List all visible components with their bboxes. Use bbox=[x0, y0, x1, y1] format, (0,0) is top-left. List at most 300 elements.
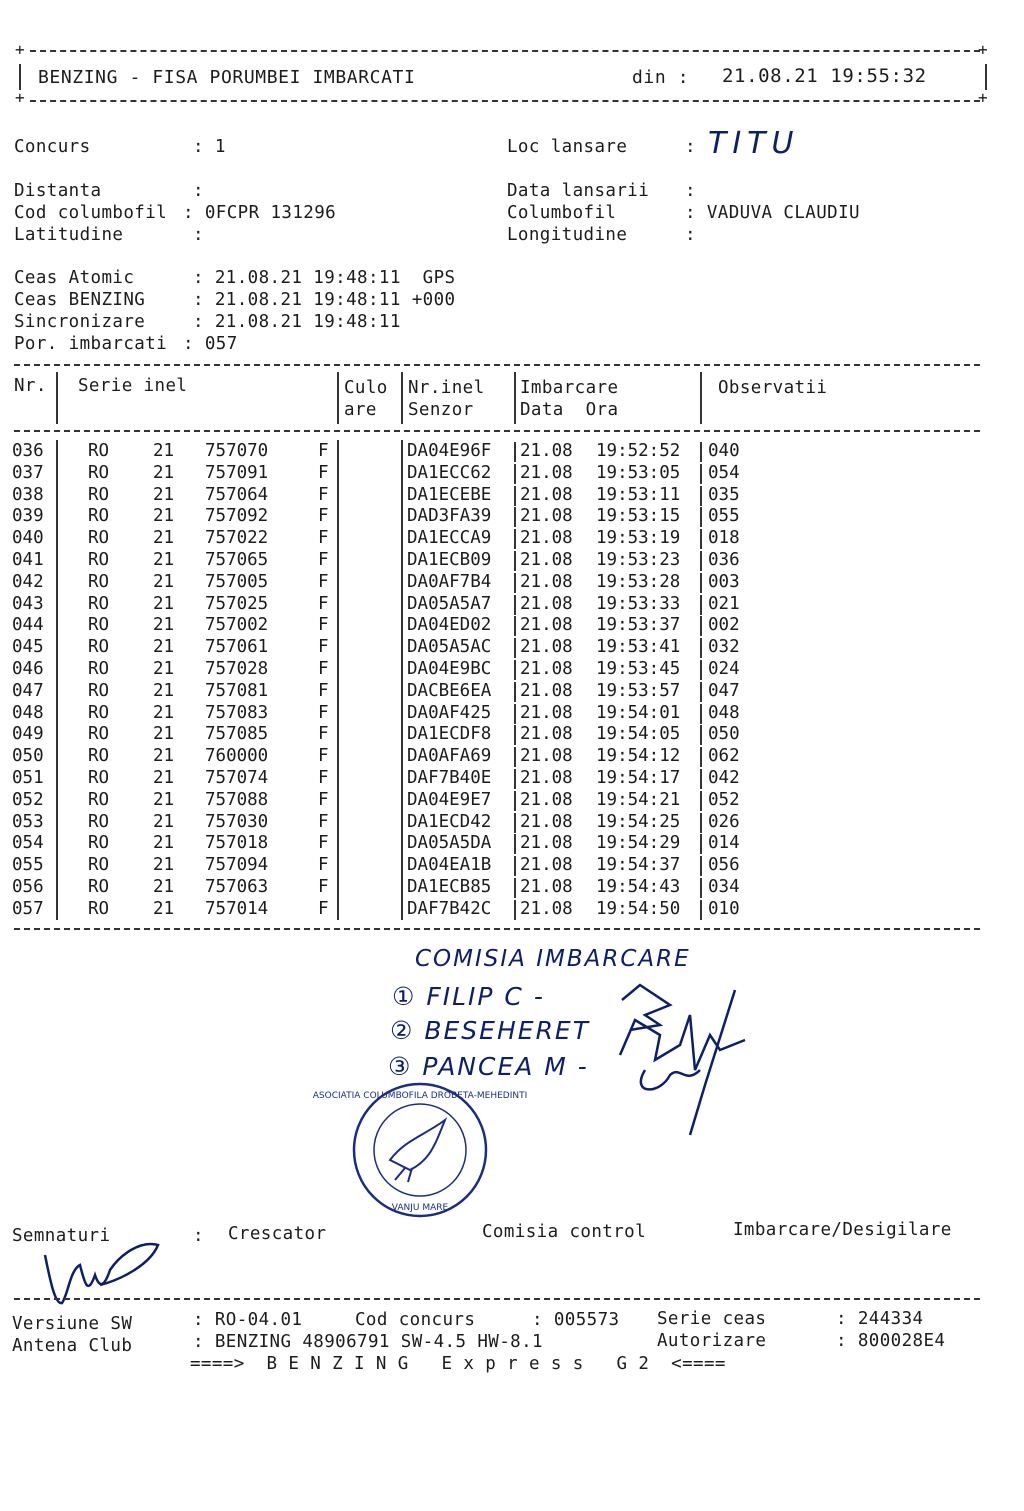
cell-sex: F bbox=[318, 441, 329, 461]
row-separator-2 bbox=[700, 813, 702, 833]
cell-ora: 19:54:05 bbox=[596, 724, 681, 745]
cell-sex: F bbox=[318, 637, 329, 658]
row-separator-2 bbox=[700, 900, 702, 920]
ceas-benzing-value: : 21.08.21 19:48:11 +000 bbox=[193, 290, 456, 310]
cell-nr: 044 bbox=[12, 615, 44, 636]
data-lansarii-value: : bbox=[685, 181, 696, 201]
versiune-sw-value: : RO-04.01 bbox=[193, 1310, 303, 1330]
cell-an: 21 bbox=[153, 615, 175, 636]
cell-senzor: DA04E9BC bbox=[407, 659, 492, 679]
cell-observatii: 035 bbox=[708, 484, 740, 505]
row-separator-2 bbox=[700, 682, 702, 702]
cell-nr: 051 bbox=[12, 768, 44, 788]
cell-an: 21 bbox=[153, 702, 175, 723]
table-row bbox=[0, 572, 1024, 594]
row-separator-1 bbox=[514, 507, 516, 527]
table-row bbox=[0, 550, 1024, 572]
cod-columbofil-value: : 0FCPR 131296 bbox=[183, 203, 337, 223]
table-row bbox=[0, 659, 1024, 681]
row-separator-2 bbox=[700, 551, 702, 571]
col-line-3 bbox=[401, 372, 403, 424]
cell-an: 21 bbox=[153, 855, 175, 876]
cell-inel: 757081 bbox=[205, 680, 269, 701]
cell-sex: F bbox=[318, 506, 329, 527]
cell-an: 21 bbox=[153, 789, 175, 810]
row-separator-1 bbox=[514, 616, 516, 636]
cell-observatii: 054 bbox=[708, 462, 740, 483]
cell-senzor: DA1ECB09 bbox=[407, 550, 492, 570]
cell-observatii: 014 bbox=[708, 833, 740, 854]
row-separator-2 bbox=[700, 638, 702, 658]
cell-observatii: 032 bbox=[708, 637, 740, 658]
cell-inel: 757074 bbox=[205, 768, 269, 788]
cell-data: 21.08 bbox=[520, 615, 573, 636]
cell-ora: 19:54:01 bbox=[596, 702, 681, 723]
cell-nr: 047 bbox=[12, 680, 44, 701]
table-row bbox=[0, 855, 1024, 877]
cell-observatii: 062 bbox=[708, 746, 740, 767]
loc-lansare-handwritten: TITU bbox=[708, 126, 800, 161]
cell-tara: RO bbox=[88, 789, 110, 810]
cell-an: 21 bbox=[153, 877, 175, 897]
table-row bbox=[0, 877, 1024, 899]
cell-ora: 19:54:50 bbox=[596, 898, 681, 919]
cell-observatii: 050 bbox=[708, 724, 740, 745]
cell-senzor: DAD3FA39 bbox=[407, 506, 492, 527]
benzing-banner: ====> B E N Z I N G E x p r e s s G 2 <==== bbox=[190, 1354, 726, 1374]
cell-senzor: DA1ECC62 bbox=[407, 462, 492, 483]
header-corner-tr: + bbox=[978, 40, 989, 59]
col-header-imbarcare-1: Imbarcare bbox=[520, 378, 619, 398]
cell-data: 21.08 bbox=[520, 550, 573, 570]
cell-data: 21.08 bbox=[520, 484, 573, 505]
cell-nr: 040 bbox=[12, 528, 44, 549]
loc-lansare-label: Loc lansare bbox=[507, 137, 628, 157]
cell-ora: 19:53:41 bbox=[596, 637, 681, 658]
cell-nr: 041 bbox=[12, 550, 44, 570]
cell-ora: 19:54:12 bbox=[596, 746, 681, 767]
cell-inel: 760000 bbox=[205, 746, 269, 767]
cell-inel: 757014 bbox=[205, 898, 269, 919]
cell-ora: 19:54:17 bbox=[596, 768, 681, 788]
cell-tara: RO bbox=[88, 659, 110, 679]
cell-ora: 19:53:05 bbox=[596, 462, 681, 483]
cell-nr: 053 bbox=[12, 811, 44, 832]
columbofil-label: Columbofil bbox=[507, 203, 617, 223]
table-row bbox=[0, 746, 1024, 768]
page-title: BENZING - FISA PORUMBEI IMBARCATI bbox=[38, 67, 416, 88]
cell-observatii: 010 bbox=[708, 898, 740, 919]
cell-tara: RO bbox=[88, 593, 110, 614]
cell-an: 21 bbox=[153, 462, 175, 483]
cell-inel: 757094 bbox=[205, 855, 269, 876]
cell-observatii: 036 bbox=[708, 550, 740, 570]
cell-ora: 19:53:33 bbox=[596, 593, 681, 614]
cell-sex: F bbox=[318, 615, 329, 636]
cell-tara: RO bbox=[88, 484, 110, 505]
cell-data: 21.08 bbox=[520, 789, 573, 810]
row-separator-2 bbox=[700, 573, 702, 593]
cell-senzor: DA04E9E7 bbox=[407, 789, 492, 810]
row-separator-2 bbox=[700, 507, 702, 527]
row-separator-2 bbox=[700, 595, 702, 615]
cell-sex: F bbox=[318, 659, 329, 679]
cell-tara: RO bbox=[88, 528, 110, 549]
table-row bbox=[0, 681, 1024, 703]
cell-an: 21 bbox=[153, 528, 175, 549]
cell-ora: 19:54:29 bbox=[596, 833, 681, 854]
cell-inel: 757070 bbox=[205, 441, 269, 461]
cell-sex: F bbox=[318, 550, 329, 570]
cell-senzor: DA04E96F bbox=[407, 441, 492, 461]
serie-ceas-value: : 244334 bbox=[836, 1309, 924, 1329]
cell-tara: RO bbox=[88, 615, 110, 636]
cell-inel: 757022 bbox=[205, 528, 269, 549]
table-row bbox=[0, 637, 1024, 659]
row-separator-1 bbox=[514, 529, 516, 549]
ceas-atomic-value: : 21.08.21 19:48:11 GPS bbox=[193, 268, 456, 288]
table-row bbox=[0, 724, 1024, 746]
cell-tara: RO bbox=[88, 550, 110, 570]
longitudine-label: Longitudine bbox=[507, 225, 628, 245]
cell-nr: 057 bbox=[12, 898, 44, 919]
col-header-imbarcare-2: Data Ora bbox=[520, 400, 619, 420]
cell-senzor: DA04EA1B bbox=[407, 855, 492, 876]
cell-observatii: 056 bbox=[708, 855, 740, 876]
cell-senzor: DA1ECB85 bbox=[407, 877, 492, 897]
cell-observatii: 026 bbox=[708, 811, 740, 832]
row-separator-1 bbox=[514, 638, 516, 658]
cell-data: 21.08 bbox=[520, 441, 573, 461]
stamp-text: ASOCIATIA COLUMBOFILA DROBETA-MEHEDINTI bbox=[312, 1091, 528, 1101]
table-row bbox=[0, 703, 1024, 725]
semnaturi-colon: : bbox=[193, 1226, 204, 1246]
cell-tara: RO bbox=[88, 702, 110, 723]
cell-observatii: 003 bbox=[708, 571, 740, 592]
cell-ora: 19:54:43 bbox=[596, 877, 681, 897]
row-separator-1 bbox=[514, 856, 516, 876]
cell-nr: 046 bbox=[12, 659, 44, 679]
row-separator-1 bbox=[514, 747, 516, 767]
cell-inel: 757002 bbox=[205, 615, 269, 636]
table-row bbox=[0, 899, 1024, 921]
distanta-value: : bbox=[193, 181, 204, 201]
commission-signatures-scribble bbox=[600, 975, 780, 1145]
ceas-atomic-label: Ceas Atomic bbox=[14, 268, 135, 288]
cell-sex: F bbox=[318, 680, 329, 701]
table-row bbox=[0, 594, 1024, 616]
cell-ora: 19:53:19 bbox=[596, 528, 681, 549]
header-border-bottom bbox=[30, 100, 980, 102]
cell-observatii: 018 bbox=[708, 528, 740, 549]
cell-tara: RO bbox=[88, 877, 110, 897]
header-corner-tl: + bbox=[15, 40, 26, 59]
cell-ora: 19:53:15 bbox=[596, 506, 681, 527]
header-border-right bbox=[985, 64, 987, 90]
cod-columbofil-label: Cod columbofil bbox=[14, 203, 168, 223]
handwritten-member-1: ① FILIP C - bbox=[392, 982, 545, 1011]
cell-senzor: DA0AF425 bbox=[407, 702, 492, 723]
cell-inel: 757028 bbox=[205, 659, 269, 679]
sincronizare-label: Sincronizare bbox=[14, 312, 146, 332]
row-separator-2 bbox=[700, 464, 702, 484]
cod-concurs-label: Cod concurs bbox=[355, 1310, 476, 1330]
table-row bbox=[0, 441, 1024, 463]
cell-nr: 049 bbox=[12, 724, 44, 745]
cell-inel: 757030 bbox=[205, 811, 269, 832]
handwritten-member-3: ③ PANCEA M - bbox=[388, 1052, 589, 1081]
table-row bbox=[0, 812, 1024, 834]
cell-senzor: DA05A5AC bbox=[407, 637, 492, 658]
cell-inel: 757025 bbox=[205, 593, 269, 614]
cell-an: 21 bbox=[153, 724, 175, 745]
row-separator-2 bbox=[700, 834, 702, 854]
cell-ora: 19:53:37 bbox=[596, 615, 681, 636]
cell-nr: 056 bbox=[12, 877, 44, 897]
cell-nr: 045 bbox=[12, 637, 44, 658]
col-header-culoare-2: are bbox=[344, 400, 377, 420]
cell-tara: RO bbox=[88, 855, 110, 876]
cell-tara: RO bbox=[88, 680, 110, 701]
row-separator-1 bbox=[514, 595, 516, 615]
row-separator-1 bbox=[514, 813, 516, 833]
cell-senzor: DAF7B42C bbox=[407, 898, 492, 919]
cell-nr: 054 bbox=[12, 833, 44, 854]
cell-sex: F bbox=[318, 789, 329, 810]
cell-inel: 757061 bbox=[205, 637, 269, 658]
cell-an: 21 bbox=[153, 593, 175, 614]
cell-nr: 038 bbox=[12, 484, 44, 505]
cell-inel: 757092 bbox=[205, 506, 269, 527]
cell-senzor: DACBE6EA bbox=[407, 680, 492, 701]
row-separator-2 bbox=[700, 878, 702, 898]
cell-observatii: 052 bbox=[708, 789, 740, 810]
table-row bbox=[0, 768, 1024, 790]
cell-data: 21.08 bbox=[520, 768, 573, 788]
concurs-value: : 1 bbox=[193, 137, 226, 157]
row-separator-1 bbox=[514, 834, 516, 854]
cell-an: 21 bbox=[153, 898, 175, 919]
cell-senzor: DAF7B40E bbox=[407, 768, 492, 788]
por-imbarcati-label: Por. imbarcati bbox=[14, 334, 168, 354]
cell-observatii: 040 bbox=[708, 441, 740, 461]
col-line-5 bbox=[700, 372, 702, 424]
cell-tara: RO bbox=[88, 462, 110, 483]
cell-sex: F bbox=[318, 877, 329, 897]
cell-sex: F bbox=[318, 462, 329, 483]
antena-club-value: : BENZING 48906791 SW-4.5 HW-8.1 bbox=[193, 1332, 543, 1352]
autorizare-label: Autorizare bbox=[657, 1331, 767, 1351]
handwritten-member-2: ② BESEHERET bbox=[390, 1016, 591, 1045]
cell-observatii: 047 bbox=[708, 680, 740, 701]
row-separator-1 bbox=[514, 551, 516, 571]
cell-data: 21.08 bbox=[520, 724, 573, 745]
cell-ora: 19:53:45 bbox=[596, 659, 681, 679]
cell-inel: 757091 bbox=[205, 462, 269, 483]
cell-senzor: DA1ECD42 bbox=[407, 811, 492, 832]
row-separator-2 bbox=[700, 616, 702, 636]
cell-an: 21 bbox=[153, 571, 175, 592]
row-separator-2 bbox=[700, 704, 702, 724]
cell-senzor: DA1ECDF8 bbox=[407, 724, 492, 745]
cell-data: 21.08 bbox=[520, 571, 573, 592]
versiune-sw-label: Versiune SW bbox=[12, 1314, 133, 1334]
cell-an: 21 bbox=[153, 659, 175, 679]
cell-nr: 039 bbox=[12, 506, 44, 527]
cell-data: 21.08 bbox=[520, 659, 573, 679]
cell-observatii: 055 bbox=[708, 506, 740, 527]
cell-sex: F bbox=[318, 811, 329, 832]
row-separator-2 bbox=[700, 856, 702, 876]
row-separator-1 bbox=[514, 682, 516, 702]
row-separator-1 bbox=[514, 791, 516, 811]
cell-nr: 042 bbox=[12, 571, 44, 592]
cell-inel: 757083 bbox=[205, 702, 269, 723]
col-header-nrinel-1: Nr.inel bbox=[408, 378, 485, 398]
cell-ora: 19:54:25 bbox=[596, 811, 681, 832]
cell-sex: F bbox=[318, 702, 329, 723]
cell-an: 21 bbox=[153, 637, 175, 658]
serie-ceas-label: Serie ceas bbox=[657, 1309, 767, 1329]
comisia-control-label: Comisia control bbox=[482, 1222, 647, 1242]
table-border-top bbox=[14, 364, 980, 366]
cell-senzor: DA05A5A7 bbox=[407, 593, 492, 614]
cell-data: 21.08 bbox=[520, 877, 573, 897]
cell-an: 21 bbox=[153, 833, 175, 854]
cell-observatii: 048 bbox=[708, 702, 740, 723]
cell-inel: 757063 bbox=[205, 877, 269, 897]
row-separator-2 bbox=[700, 769, 702, 789]
footer-separator bbox=[14, 1298, 980, 1300]
handwritten-comisia: COMISIA IMBARCARE bbox=[415, 946, 691, 972]
cell-data: 21.08 bbox=[520, 593, 573, 614]
row-separator-1 bbox=[514, 725, 516, 745]
cell-data: 21.08 bbox=[520, 811, 573, 832]
row-separator-1 bbox=[514, 573, 516, 593]
table-row bbox=[0, 615, 1024, 637]
cell-ora: 19:54:37 bbox=[596, 855, 681, 876]
col-header-serie: Serie inel bbox=[78, 376, 188, 396]
cell-an: 21 bbox=[153, 746, 175, 767]
cell-nr: 036 bbox=[12, 441, 44, 461]
table-row bbox=[0, 833, 1024, 855]
col-line-4 bbox=[514, 372, 516, 424]
cell-senzor: DA0AFA69 bbox=[407, 746, 492, 767]
row-separator-2 bbox=[700, 791, 702, 811]
cell-nr: 055 bbox=[12, 855, 44, 876]
cell-data: 21.08 bbox=[520, 855, 573, 876]
cell-an: 21 bbox=[153, 506, 175, 527]
col-line-1 bbox=[56, 372, 58, 424]
cell-data: 21.08 bbox=[520, 506, 573, 527]
latitudine-label: Latitudine bbox=[14, 225, 124, 245]
cell-tara: RO bbox=[88, 898, 110, 919]
cell-observatii: 024 bbox=[708, 659, 740, 679]
cell-inel: 757088 bbox=[205, 789, 269, 810]
print-datetime: 21.08.21 19:55:32 bbox=[722, 65, 927, 87]
cell-senzor: DA05A5DA bbox=[407, 833, 492, 854]
cell-sex: F bbox=[318, 593, 329, 614]
cell-an: 21 bbox=[153, 768, 175, 788]
cell-ora: 19:53:11 bbox=[596, 484, 681, 505]
row-separator-1 bbox=[514, 464, 516, 484]
cell-tara: RO bbox=[88, 746, 110, 767]
cell-data: 21.08 bbox=[520, 702, 573, 723]
cell-data: 21.08 bbox=[520, 637, 573, 658]
loc-lansare-colon: : bbox=[685, 137, 696, 157]
cell-senzor: DA04ED02 bbox=[407, 615, 492, 636]
cell-tara: RO bbox=[88, 833, 110, 854]
din-label: din : bbox=[632, 67, 690, 88]
cell-tara: RO bbox=[88, 441, 110, 461]
sincronizare-value: : 21.08.21 19:48:11 bbox=[193, 312, 401, 332]
crescator-label: Crescator bbox=[228, 1224, 327, 1244]
row-separator-2 bbox=[700, 660, 702, 680]
cell-senzor: DA1ECCA9 bbox=[407, 528, 492, 549]
cell-observatii: 002 bbox=[708, 615, 740, 636]
header-border-top bbox=[30, 50, 980, 52]
cell-inel: 757085 bbox=[205, 724, 269, 745]
concurs-label: Concurs bbox=[14, 137, 91, 157]
cell-data: 21.08 bbox=[520, 898, 573, 919]
cell-ora: 19:53:57 bbox=[596, 680, 681, 701]
row-separator-1 bbox=[514, 704, 516, 724]
col-header-culoare-1: Culo bbox=[344, 378, 388, 398]
table-row bbox=[0, 790, 1024, 812]
cell-tara: RO bbox=[88, 724, 110, 745]
cell-sex: F bbox=[318, 746, 329, 767]
cell-nr: 052 bbox=[12, 789, 44, 810]
row-separator-1 bbox=[514, 486, 516, 506]
cell-an: 21 bbox=[153, 550, 175, 570]
cell-nr: 050 bbox=[12, 746, 44, 767]
por-imbarcati-value: : 057 bbox=[183, 334, 238, 354]
stamp-bottom-text: VANJU MARE bbox=[391, 1203, 449, 1213]
cell-an: 21 bbox=[153, 484, 175, 505]
cell-data: 21.08 bbox=[520, 528, 573, 549]
table-row bbox=[0, 506, 1024, 528]
cell-data: 21.08 bbox=[520, 833, 573, 854]
cell-data: 21.08 bbox=[520, 462, 573, 483]
cell-nr: 037 bbox=[12, 462, 44, 483]
cell-sex: F bbox=[318, 833, 329, 854]
cell-tara: RO bbox=[88, 506, 110, 527]
col-line-2 bbox=[337, 372, 339, 424]
table-row bbox=[0, 463, 1024, 485]
row-separator-1 bbox=[514, 878, 516, 898]
columbofil-value: : VADUVA CLAUDIU bbox=[685, 203, 860, 223]
cell-observatii: 021 bbox=[708, 593, 740, 614]
row-separator-2 bbox=[700, 725, 702, 745]
cell-tara: RO bbox=[88, 768, 110, 788]
table-border-bottom bbox=[14, 928, 980, 930]
header-corner-br: + bbox=[978, 88, 989, 107]
table-row bbox=[0, 528, 1024, 550]
cell-inel: 757005 bbox=[205, 571, 269, 592]
data-lansarii-label: Data lansarii bbox=[507, 181, 650, 201]
association-stamp bbox=[312, 1080, 528, 1220]
cell-ora: 19:53:28 bbox=[596, 571, 681, 592]
cell-nr: 043 bbox=[12, 593, 44, 614]
cell-ora: 19:52:52 bbox=[596, 441, 681, 461]
cell-an: 21 bbox=[153, 680, 175, 701]
table-header-separator bbox=[14, 430, 980, 432]
cell-inel: 757064 bbox=[205, 484, 269, 505]
autorizare-value: : 800028E4 bbox=[836, 1331, 946, 1351]
header-corner-bl: + bbox=[15, 88, 26, 107]
cell-data: 21.08 bbox=[520, 680, 573, 701]
latitudine-value: : bbox=[193, 225, 204, 245]
